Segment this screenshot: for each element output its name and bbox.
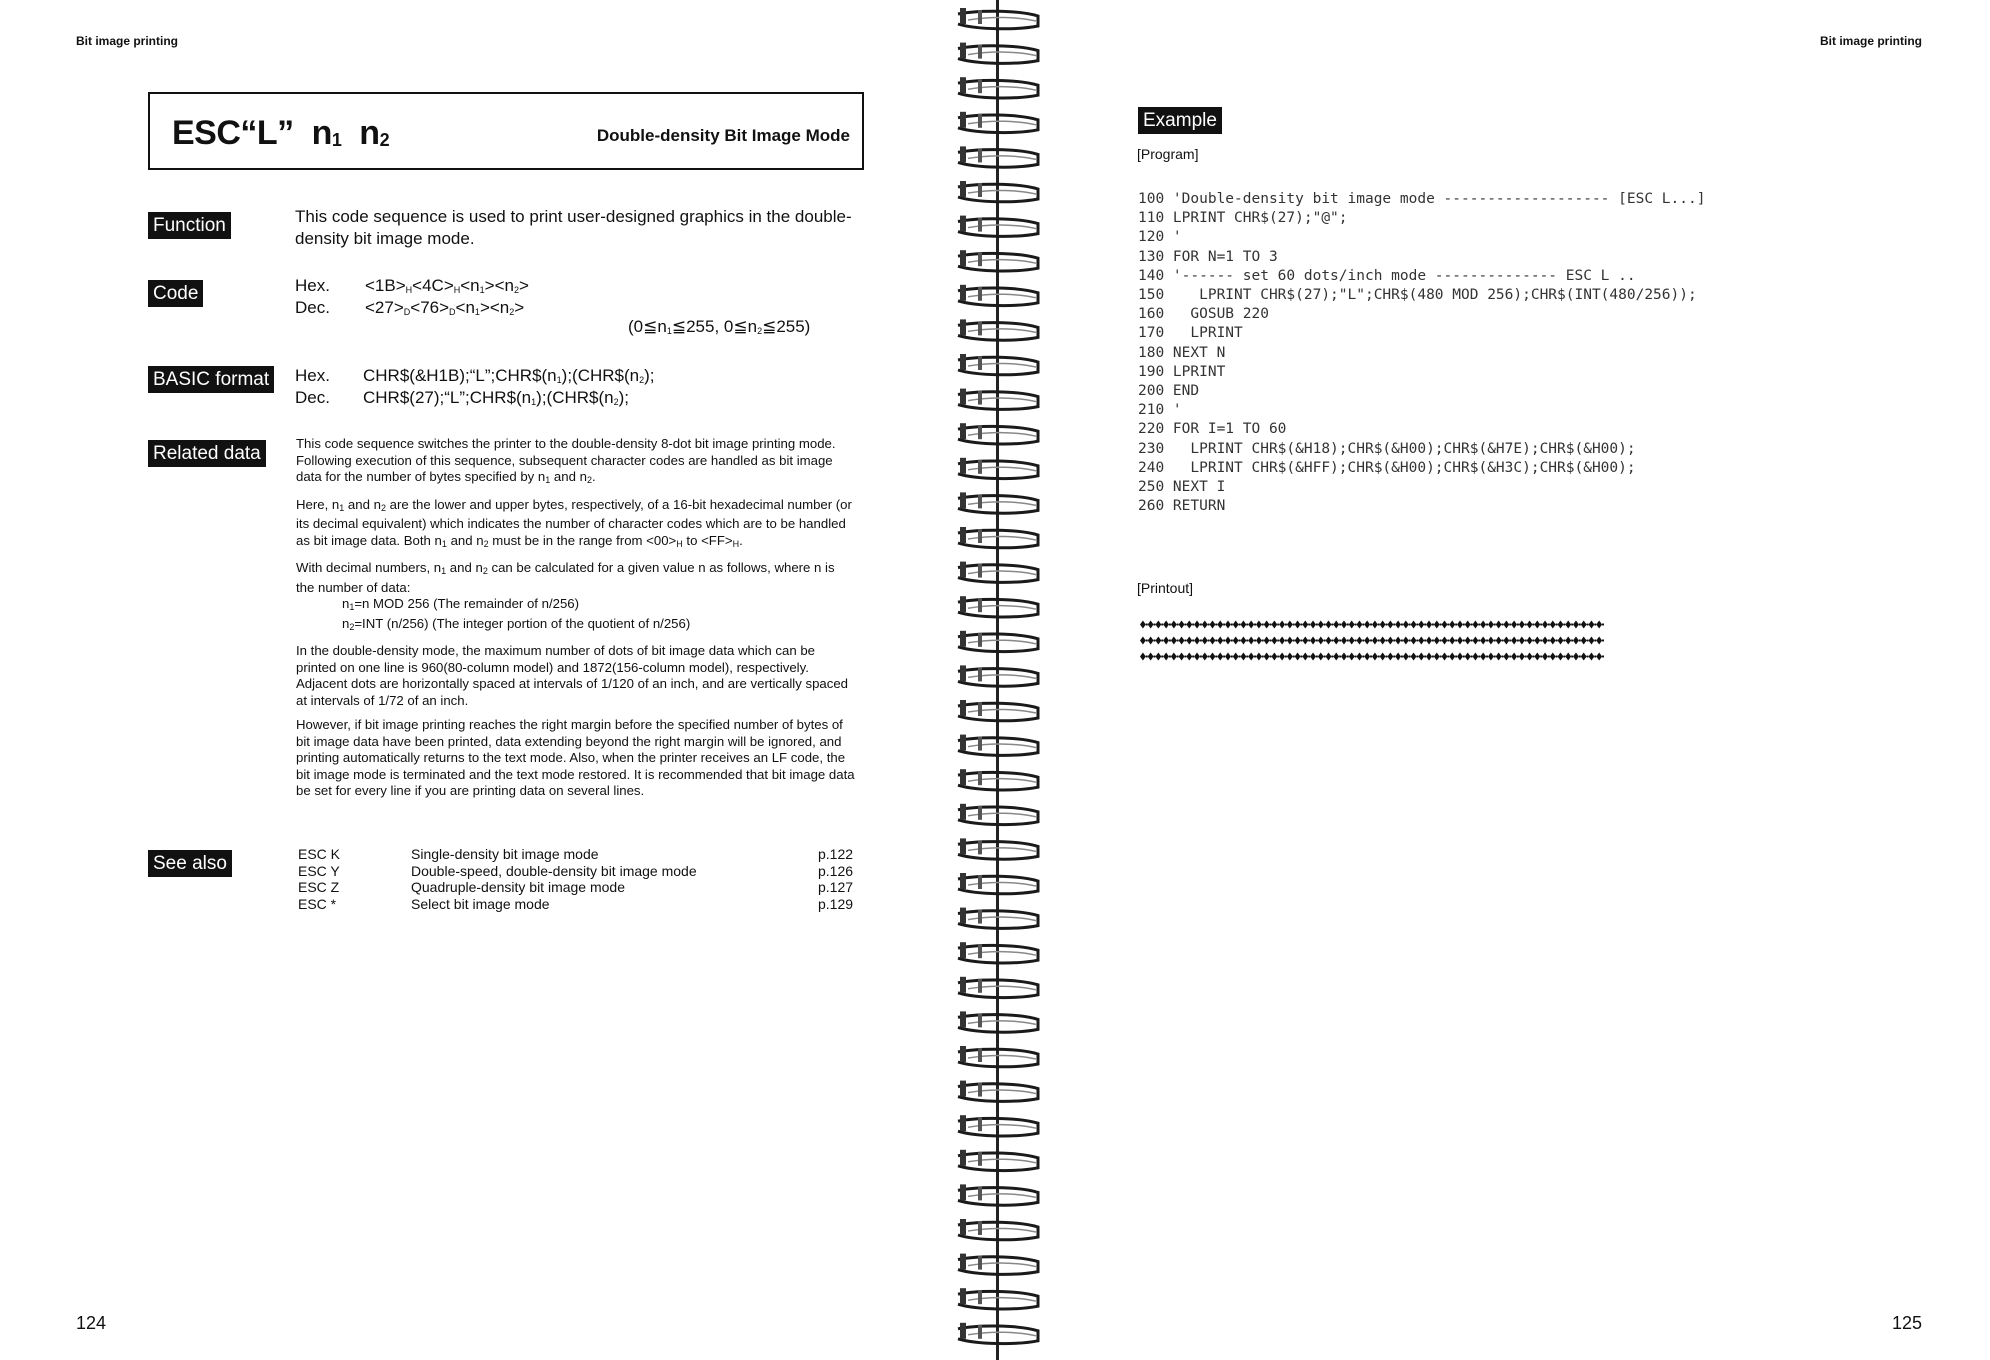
see-also-page: p.129	[818, 895, 854, 912]
printout-dot-group	[1264, 621, 1272, 629]
printout-dot-group	[1241, 621, 1249, 629]
printout-dot-group	[1372, 621, 1380, 629]
printout-dot-group	[1372, 637, 1380, 645]
code-range: ($0≦n_1≦255$, $0≦n_2≦255$)	[628, 317, 811, 336]
printout-dot-group	[1488, 637, 1496, 645]
printout-dot-group	[1326, 637, 1334, 645]
printout-dot-group	[1140, 621, 1148, 629]
printout-dot-group	[1333, 637, 1341, 645]
printout-dot-group	[1318, 637, 1326, 645]
printout-dot-group	[1581, 653, 1589, 661]
basic-dec-value: $CHR\$(27);“L”;CHR\$(n_1);(CHR\$(n_2)$;	[363, 388, 630, 407]
printout-row	[1140, 652, 1604, 661]
printout-dot-group	[1589, 621, 1597, 629]
printout-dot-group	[1519, 653, 1527, 661]
printout-dot-group	[1403, 637, 1411, 645]
printout-dot-group	[1179, 621, 1187, 629]
related-data-body	[296, 436, 856, 808]
printout-dot-group	[1542, 653, 1550, 661]
command-title-box	[148, 92, 864, 170]
printout-dot-group	[1171, 621, 1179, 629]
printout-dot-group	[1519, 637, 1527, 645]
printout-dot-group	[1256, 637, 1264, 645]
printout-dot-group	[1550, 637, 1558, 645]
printout-dot-group	[1364, 621, 1372, 629]
example-tag: Example	[1138, 107, 1222, 134]
printout-dot-group	[1449, 653, 1457, 661]
related-formula-2: $n_2=INT$ (n/256) (The integer portion of the quotient of n/256)	[342, 615, 691, 632]
printout-dot-group	[1596, 621, 1604, 629]
related-para-2: Here, $n_1$ and $n_2$ are the lower and upper bytes, respectively, of a 16-bit hexadecimal number (or its decimal equivalent) which indicates the number of character codes which are to be handled as bit image data. Both $n_1$ and $n_2$ must be in the range from $<00>_H$ to $<FF>_H$.	[296, 496, 852, 549]
program-line: 130 FOR N=1 TO 3	[1138, 248, 1278, 265]
printout-dot-group	[1341, 621, 1349, 629]
printout-dot-group	[1387, 653, 1395, 661]
printout-dot-group	[1426, 653, 1434, 661]
printout-dot-group	[1411, 637, 1419, 645]
spiral-binding	[948, 0, 1048, 1360]
printout-dot-group	[1596, 637, 1604, 645]
printout-dot-group	[1148, 637, 1156, 645]
see-also-desc: Double-speed, double-density bit image mode	[411, 862, 697, 879]
program-line: 190 LPRINT	[1138, 363, 1226, 380]
printout-dot-group	[1241, 637, 1249, 645]
basic-dec-label: Dec.	[295, 388, 330, 407]
program-line: 250 NEXT I	[1138, 479, 1226, 496]
printout-dot-group	[1581, 621, 1589, 629]
printout-dot-group	[1534, 621, 1542, 629]
see-also-page: p.127	[818, 879, 854, 895]
printout-dot-group	[1496, 653, 1504, 661]
page-number-left: 124	[76, 1313, 107, 1333]
function-tag: Function	[148, 212, 231, 239]
printout-dot-group	[1155, 653, 1163, 661]
printout-dot-group	[1225, 653, 1233, 661]
related-para-3: With decimal numbers, $n_1$ and $n_2$ can be calculated for a given value n as follows, where n is the number of data:	[296, 560, 835, 595]
printout-dot-group	[1426, 637, 1434, 645]
printout-dot-group	[1194, 653, 1202, 661]
printout-dot-group	[1426, 621, 1434, 629]
printout-dot-group	[1511, 653, 1519, 661]
related-para-1: This code sequence switches the printer to the double-density 8-dot bit image printing mode. Following execution of this sequence, subsequent character codes are handled as bit image data for the number of bytes specified by $n_1$ and $n_2$.	[296, 436, 836, 485]
see-also-page: p.126	[818, 862, 854, 879]
printout-dot-group	[1217, 653, 1225, 661]
printout-dot-group	[1565, 653, 1573, 661]
printout-dot-group	[1155, 637, 1163, 645]
printout-dot-group	[1558, 637, 1566, 645]
printout-dot-group	[1473, 637, 1481, 645]
printout-dot-group	[1565, 621, 1573, 629]
printout-dot-group	[1271, 621, 1279, 629]
see-also-code: ESC K	[298, 846, 341, 862]
printout-dot-group	[1248, 653, 1256, 661]
related-formula-1: $n_1=n$ MOD 256 (The remainder of n/256)	[342, 596, 580, 612]
printout-dot-group	[1480, 621, 1488, 629]
see-also-code: ESC *	[298, 895, 337, 912]
program-line: 140 '------ set 60 dots/inch mode -------------- ESC L ..	[1138, 267, 1636, 284]
printout-dot-group	[1534, 637, 1542, 645]
printout-dot-group	[1449, 621, 1457, 629]
program-line: 160 GOSUB 220	[1138, 306, 1269, 323]
printout-dot-group	[1310, 621, 1318, 629]
printout-dot-group	[1318, 653, 1326, 661]
printout-dot-group	[1387, 637, 1395, 645]
printout-label: [Printout]	[1137, 580, 1194, 596]
printout-dot-group	[1326, 621, 1334, 629]
printout-dot-group	[1279, 621, 1287, 629]
printout-dot-group	[1395, 653, 1403, 661]
see-also-page: p.122	[818, 846, 854, 862]
program-line: 240 LPRINT CHR$(&HFF);CHR$(&H00);CHR$(&H3C);CHR$(&H00);	[1138, 459, 1636, 476]
program-line: 110 LPRINT CHR$(27);"@";	[1138, 210, 1348, 227]
see-also-desc: Quadruple-density bit image mode	[411, 879, 626, 895]
see-also-desc: Single-density bit image mode	[411, 846, 599, 862]
printout-dot-group	[1202, 653, 1210, 661]
printout-dot-group	[1349, 653, 1357, 661]
see-also-code: ESC Z	[298, 879, 340, 895]
printout-dot-group	[1233, 637, 1241, 645]
printout-dot-group	[1387, 621, 1395, 629]
printout-dot-group	[1380, 621, 1388, 629]
printout-dot-group	[1457, 621, 1465, 629]
printout-dot-group	[1210, 621, 1218, 629]
printout-dot-group	[1380, 637, 1388, 645]
printout-dot-group	[1310, 637, 1318, 645]
printout-dot-group	[1457, 637, 1465, 645]
command-name: ESC“L” $n_1$ $n_2$	[172, 114, 390, 152]
printout-dot-group	[1449, 637, 1457, 645]
printout-dot-group	[1411, 653, 1419, 661]
printout-dot-group	[1225, 637, 1233, 645]
printout-dot-group	[1279, 637, 1287, 645]
basic-format-tag: BASIC format	[148, 366, 274, 393]
printout-dot-group	[1465, 637, 1473, 645]
printout-dot-group	[1217, 621, 1225, 629]
program-line: 150 LPRINT CHR$(27);"L";CHR$(480 MOD 256);CHR$(INT(480/256));	[1138, 287, 1697, 304]
printout-dot-group	[1480, 637, 1488, 645]
see-also-code: ESC Y	[298, 862, 340, 879]
printout-dot-group	[1496, 637, 1504, 645]
printout-dot-group	[1519, 621, 1527, 629]
printout-dot-group	[1565, 637, 1573, 645]
printout-dot-group	[1186, 621, 1194, 629]
printout-dot-group	[1573, 637, 1581, 645]
function-text: This code sequence is used to print user-designed graphics in the double-density bit image mode.	[295, 207, 852, 248]
program-line: 180 NEXT N	[1138, 344, 1226, 361]
see-also-tag: See also	[148, 850, 232, 877]
command-subtitle: Double-density Bit Image Mode	[596, 126, 850, 145]
related-para-4: In the double-density mode, the maximum number of dots of bit image data which can be printed on one line is 960(80-column model) and 1872(156-column model), respectively. Adjacent dots are horizontally spaced at intervals of 1/120 of an inch, and are vertically spaced at intervals of 1/72 of an inch.	[296, 643, 849, 708]
related-para-5: However, if bit image printing reaches the right margin before the specified number of bytes of bit image data have been printed, data extending beyond the right margin will be ignored, and printing automatically returns to the text mode. Also, when the printer receives an LF code, the bit image mode is terminated and the text mode restored. It is recommended that bit image data be set for every line if you are printing data on several lines.	[296, 717, 855, 798]
printout-dot-group	[1140, 653, 1148, 661]
program-line: 220 FOR I=1 TO 60	[1138, 421, 1287, 438]
printout-dot-group	[1295, 621, 1303, 629]
printout-dot-group	[1465, 621, 1473, 629]
printout-dot-group	[1256, 653, 1264, 661]
printout-dot-group	[1179, 653, 1187, 661]
printout-dot-group	[1248, 621, 1256, 629]
printout-dot-group	[1542, 621, 1550, 629]
code-dec-label: Dec.	[295, 298, 330, 317]
printout-dot-group	[1194, 621, 1202, 629]
printout-dot-group	[1372, 653, 1380, 661]
printout-dot-group	[1295, 637, 1303, 645]
printout-dot-group	[1287, 621, 1295, 629]
printout-dot-group	[1596, 653, 1604, 661]
printout-dot-group	[1326, 653, 1334, 661]
printout-dot-group	[1194, 637, 1202, 645]
printout-dot-group	[1171, 637, 1179, 645]
printout-dot-group	[1488, 653, 1496, 661]
program-line: 260 RETURN	[1138, 498, 1226, 515]
printout-dot-group	[1503, 637, 1511, 645]
printout-dot-group	[1558, 653, 1566, 661]
printout-dot-group	[1287, 653, 1295, 661]
printout-dot-group	[1318, 621, 1326, 629]
printout-dot-group	[1527, 621, 1535, 629]
printout-dot-group	[1163, 653, 1171, 661]
printout-dot-group	[1589, 653, 1597, 661]
printout-dot-group	[1558, 621, 1566, 629]
printout-dot-group	[1279, 653, 1287, 661]
running-head-right: Bit image printing	[1820, 34, 1922, 48]
printout-dot-group	[1527, 653, 1535, 661]
printout-dot-group	[1341, 653, 1349, 661]
printout-dot-group	[1271, 637, 1279, 645]
printout-dot-group	[1581, 637, 1589, 645]
running-head-left: Bit image printing	[76, 34, 178, 48]
printout-dot-group	[1225, 621, 1233, 629]
printout-dot-group	[1442, 621, 1450, 629]
printout-dot-group	[1295, 653, 1303, 661]
printout-dot-group	[1163, 637, 1171, 645]
code-hex-label: Hex.	[295, 276, 330, 295]
program-line: 120 '	[1138, 229, 1182, 246]
program-listing	[1138, 190, 1705, 516]
printout-dot-group	[1418, 637, 1426, 645]
code-hex-value: $<1B>_H<4C>_H<n_1><n_2>$	[365, 276, 529, 295]
printout-dot-group	[1333, 653, 1341, 661]
printout-row	[1140, 620, 1604, 629]
printout-dot-group	[1442, 653, 1450, 661]
binding-spine	[996, 0, 999, 1360]
printout-dot-group	[1186, 637, 1194, 645]
printout-dot-group	[1418, 621, 1426, 629]
printout-dot-group	[1411, 621, 1419, 629]
printout-dot-group	[1418, 653, 1426, 661]
printout-dot-group	[1550, 621, 1558, 629]
printout-dot-group	[1473, 653, 1481, 661]
program-line: 100 'Double-density bit image mode ------------------- [ESC L...]	[1138, 191, 1706, 207]
printout-dot-group	[1364, 637, 1372, 645]
printout-dot-group	[1302, 637, 1310, 645]
printout-dot-group	[1403, 621, 1411, 629]
printout-dot-group	[1434, 653, 1442, 661]
printout-dot-group	[1233, 621, 1241, 629]
printout-dot-group	[1357, 637, 1365, 645]
printout-dot-group	[1395, 621, 1403, 629]
printout-dot-group	[1287, 637, 1295, 645]
printout-dot-group	[1380, 653, 1388, 661]
printout-dot-group	[1357, 621, 1365, 629]
printout-dot-group	[1302, 621, 1310, 629]
printout-dot-group	[1217, 637, 1225, 645]
printout-dot-group	[1395, 637, 1403, 645]
printout-dot-group	[1542, 637, 1550, 645]
program-line: 200 END	[1138, 383, 1200, 400]
printout-dot-group	[1155, 621, 1163, 629]
printout-dot-group	[1511, 621, 1519, 629]
printout-dot-group	[1186, 653, 1194, 661]
code-tag: Code	[148, 280, 203, 307]
program-line: 210 '	[1138, 402, 1182, 419]
see-also-desc: Select bit image mode	[411, 895, 550, 912]
printout-dot-group	[1434, 621, 1442, 629]
printout-dot-group	[1527, 637, 1535, 645]
printout-dot-group	[1473, 621, 1481, 629]
related-data-tag: Related data	[148, 440, 266, 467]
basic-hex-value: $CHR\$(\&H1B);“L”;CHR\$(n_1);(CHR\$(n_2)$;	[363, 366, 655, 385]
basic-hex-label: Hex.	[295, 366, 330, 385]
printout-dot-group	[1589, 637, 1597, 645]
printout-dot-group	[1264, 637, 1272, 645]
printout-dot-group	[1364, 653, 1372, 661]
printout-dot-group	[1465, 653, 1473, 661]
printout-dot-group	[1442, 637, 1450, 645]
printout-dot-group	[1341, 637, 1349, 645]
printout-dot-group	[1202, 621, 1210, 629]
printout-dot-group	[1171, 653, 1179, 661]
printout-dot-group	[1210, 637, 1218, 645]
printout-dot-group	[1140, 637, 1148, 645]
printout-dot-group	[1202, 637, 1210, 645]
program-label: [Program]	[1137, 146, 1199, 162]
left-page	[0, 0, 940, 1360]
printout-dot-group	[1403, 653, 1411, 661]
printout-dot-group	[1480, 653, 1488, 661]
printout-dot-group	[1457, 653, 1465, 661]
printout-dot-group	[1496, 621, 1504, 629]
program-line: 170 LPRINT	[1138, 325, 1243, 342]
printout-dot-group	[1357, 653, 1365, 661]
printout-dot-group	[1163, 621, 1171, 629]
printout-dot-group	[1333, 621, 1341, 629]
printout-dot-group	[1349, 637, 1357, 645]
printout-dot-group	[1550, 653, 1558, 661]
printout-dot-group	[1233, 653, 1241, 661]
program-line: 230 LPRINT CHR$(&H18);CHR$(&H00);CHR$(&H7E);CHR$(&H00);	[1138, 440, 1636, 457]
code-dec-value: $<27>_D<76>_D<n_1><n_2>$	[365, 298, 525, 317]
printout-dot-group	[1349, 621, 1357, 629]
printout-dot-group	[1503, 653, 1511, 661]
printout-dot-group	[1248, 637, 1256, 645]
printout-dot-group	[1488, 621, 1496, 629]
printout-dot-group	[1434, 637, 1442, 645]
printout-dot-group	[1179, 637, 1187, 645]
page-number-right: 125	[1891, 1313, 1922, 1333]
printout-dot-group	[1511, 637, 1519, 645]
printout-dot-group	[1310, 653, 1318, 661]
printout-row	[1140, 636, 1604, 645]
printout-dot-group	[1302, 653, 1310, 661]
printout-dot-group	[1241, 653, 1249, 661]
printout-dot-group	[1148, 621, 1156, 629]
printout-dot-group	[1534, 653, 1542, 661]
printout-dot-group	[1264, 653, 1272, 661]
printout-dot-group	[1573, 653, 1581, 661]
printout-dot-group	[1503, 621, 1511, 629]
printout-dot-group	[1210, 653, 1218, 661]
printout-dot-group	[1573, 621, 1581, 629]
printout-dot-group	[1256, 621, 1264, 629]
printout-dot-group	[1271, 653, 1279, 661]
printout-dot-group	[1148, 653, 1156, 661]
